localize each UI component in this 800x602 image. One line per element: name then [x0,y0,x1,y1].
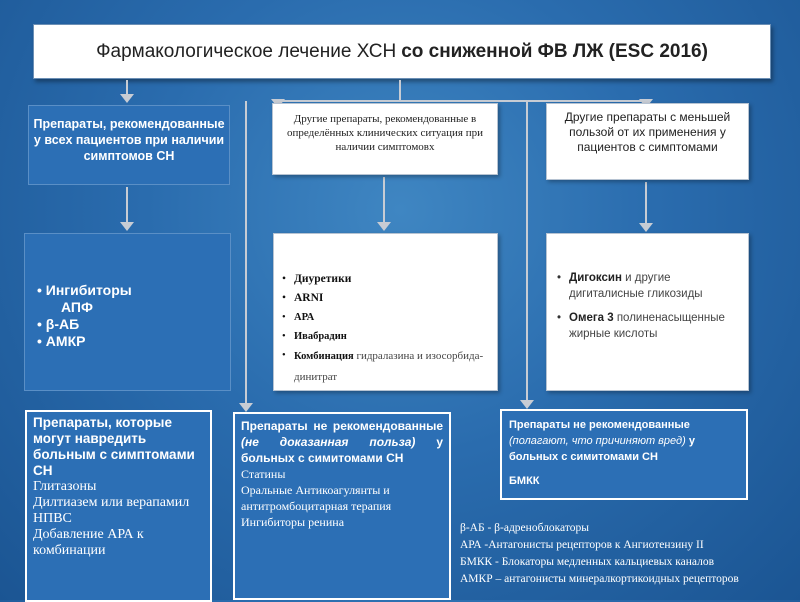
list-item: АПФ [61,299,93,315]
list-item: Оральные Антикоагулянты и антитромбоцитарная терапия [241,483,392,513]
list-item: • Дигоксин и другие дигиталисные гликозиды [557,270,740,302]
title-bold: со сниженной ФВ ЛЖ (ESC 2016) [401,40,708,62]
list-item: НПВС [33,511,72,526]
legend-item: АМКР – антагонисты минералкортикоидных рецепторов [460,573,739,585]
not-recommended-unproven-box [233,412,451,600]
list-item: Добавление АРА к комбинации [33,527,144,558]
legend-item: БМКК - Блокаторы медленных кальциевых каналов [460,556,715,568]
drug-list-specific [273,233,498,391]
abbreviation-legend [460,520,800,588]
list-item: • Омега 3 полиненасыщенные жирные кислоты [557,310,740,342]
category-all-patients: Препараты, рекомендованные у всех пациентов при наличии симптомов СН [28,105,230,185]
drug-list-less-benefit [546,233,749,391]
not-recommended-harm-box [500,409,748,500]
list-item: • Ингибиторы [37,282,132,298]
list-item: • ARNI [282,289,489,308]
notrec2-header: Препараты не рекомендованные (полагают, что причиняют вред) у больных с симитомами СН [509,419,695,463]
legend-item: β-АБ - β-адреноблокаторы [460,522,589,534]
list-item: • Комбинация гидралазина и изосорбида-динитрат [282,346,489,388]
connector-horizontal [277,100,647,102]
legend-item: АРА -Антагонисты рецепторов к Ангиотензину II [460,539,704,551]
category-specific-situations: Другие препараты, рекомендованные в определённых клинических ситуация при наличии симптомовх [272,103,498,175]
list-item: • Диуретики [282,270,489,289]
harmful-drugs-box [25,410,212,602]
title-main: Фармакологическое лечение ХСН [96,40,397,62]
list-item: Статины [241,467,286,481]
list-item: Глитазоны [33,479,97,494]
list-item: Ингибиторы ренина [241,515,345,529]
page-title [33,24,771,79]
list-item: • АРА [282,308,489,327]
harmful-header: Препараты, которые могут навредить больным с симптомами СН [33,415,195,478]
notrec1-header: Препараты не рекомендованные (не доказанная польза) у больных с симитомами СН [241,419,443,465]
drug-list-all-patients [24,233,231,391]
list-item: • АМКР [37,333,86,349]
list-item: Дилтиазем или верапамил [33,495,190,510]
list-item: • Ивабрадин [282,327,489,346]
list-item: • β-АБ [37,316,80,332]
list-item: БМКК [509,475,540,487]
category-less-benefit: Другие препараты с меньшей пользой от их применения у пациентов с симптомами [546,103,749,180]
